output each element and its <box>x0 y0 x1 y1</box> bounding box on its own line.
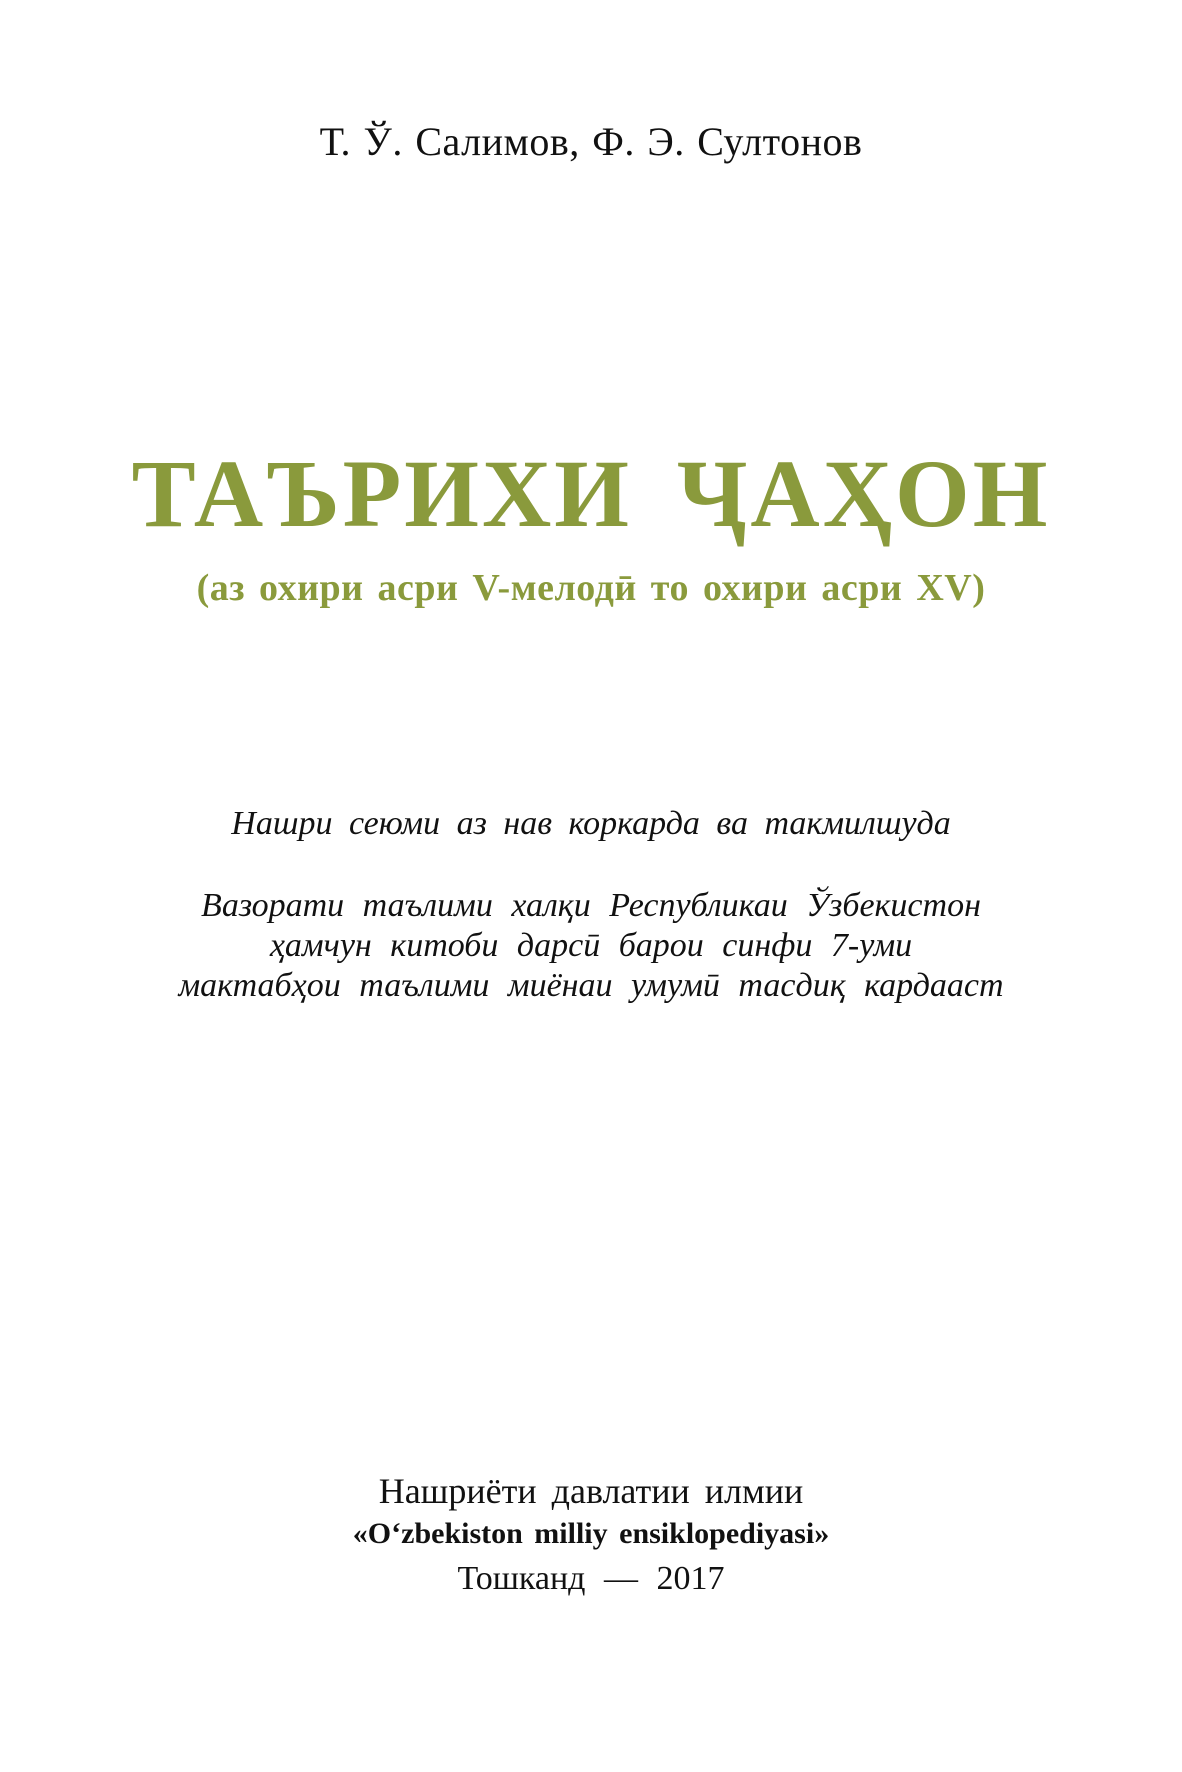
book-subtitle: (аз охири асри V-мелодӣ то охири асри XV) <box>196 567 986 609</box>
edition-note: Нашри сеюми аз нав коркарда ва такмилшуда <box>231 805 951 842</box>
city-year: Тошканд — 2017 <box>457 1560 725 1597</box>
publisher-brand: «O‘zbekiston milliy ensiklopediyasi» <box>352 1517 830 1550</box>
approval-line: Вазорати таълими халқи Республикаи Ўзбекистон <box>201 887 981 924</box>
book-title <box>0 438 1182 549</box>
approval-note <box>0 886 1182 1006</box>
book-title-word-2: ҶАҲОН <box>676 440 1051 547</box>
approval-line: ҳамчун китоби дарсӣ барои синфи 7-уми <box>269 927 913 964</box>
publisher-name: Нашриёти давлатии илмии <box>378 1471 804 1511</box>
approval-line: мактабҳои таълими миёнаи умумӣ тасдиқ кардааст <box>178 967 1004 1004</box>
book-title-word-1: ТАЪРИХИ <box>131 440 632 547</box>
authors: Т. Ў. Салимов, Ф. Э. Султонов <box>319 119 863 164</box>
